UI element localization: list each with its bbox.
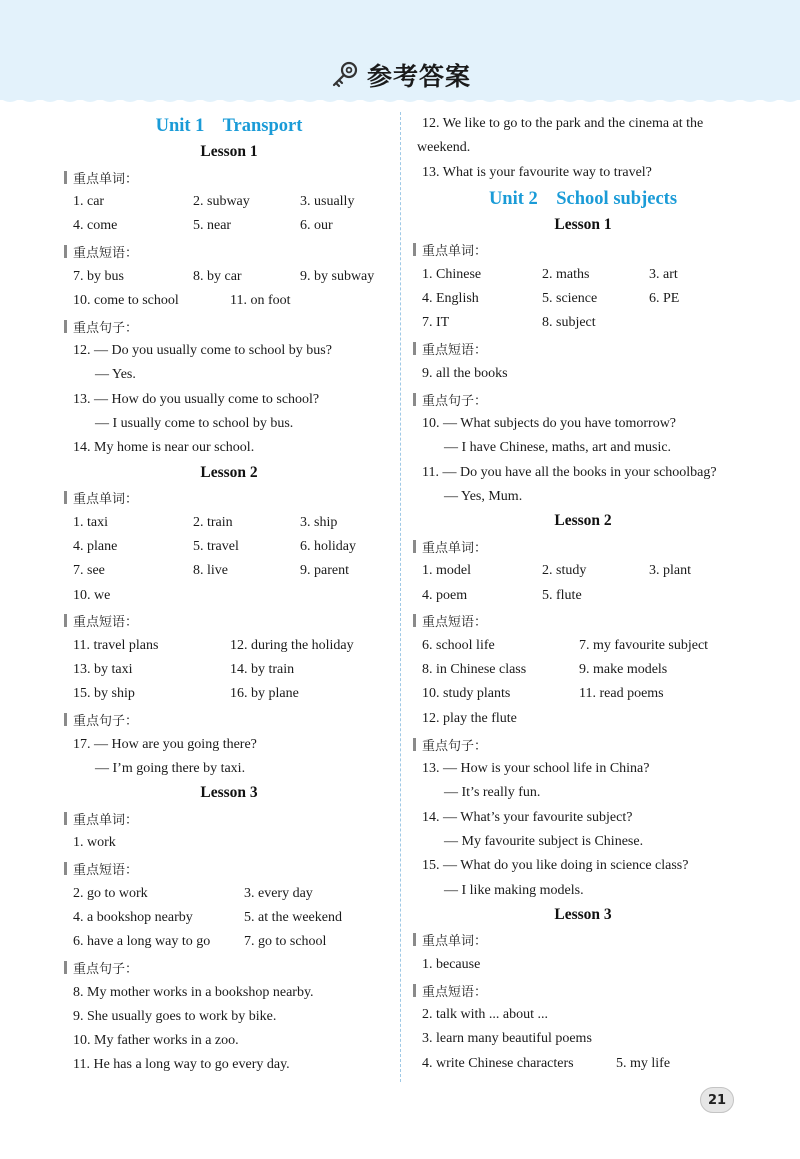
section-label-text: 重点短语： — [73, 615, 139, 631]
answer-line: 11. — Do you have all the books in your schoolbag? — [422, 464, 717, 480]
answer-item: 7. my favourite subject — [579, 637, 709, 653]
answer-item: 2. study — [542, 563, 587, 579]
answer-line: 14. — What’s your favourite subject? — [422, 809, 633, 825]
answer-line: — I have Chinese, maths, art and music. — [444, 440, 672, 456]
answer-item: 6. our — [300, 218, 333, 234]
section-label-words — [413, 533, 753, 559]
answer-line: — Yes. — [95, 367, 136, 383]
section-label-sentences — [413, 731, 753, 757]
answer-line: 13. What is your favourite way to travel? — [422, 164, 652, 180]
section-label-text: 重点单词： — [422, 244, 488, 260]
answer-item: 8. subject — [542, 315, 596, 331]
answer-row — [64, 658, 394, 682]
answer-item: 5. my life — [616, 1055, 671, 1071]
answer-line: 14. My home is near our school. — [73, 440, 255, 456]
answer-line: 12. We like to go to the park and the cinema at the — [422, 116, 704, 131]
page-number: 21 — [700, 1087, 734, 1113]
section-label-phrases — [413, 608, 753, 634]
section-label-text: 重点单词： — [422, 540, 488, 556]
answer-row — [413, 584, 753, 608]
page-header — [0, 55, 800, 95]
section-label-words — [413, 927, 753, 953]
answer-line: 12. play the flute — [422, 710, 517, 726]
section-label-text: 重点单词： — [73, 171, 139, 187]
answer-item: 5. at the weekend — [244, 909, 342, 925]
answer-line: — I’m going there by taxi. — [95, 761, 246, 777]
answer-row — [64, 190, 394, 214]
unit-title: Unit 1 Transport — [155, 116, 303, 136]
answer-item: 2. train — [193, 514, 233, 530]
answer-line-wrap — [413, 136, 753, 160]
answer-item: 9. make models — [579, 662, 668, 678]
answer-row — [64, 682, 394, 706]
section-label-phrases — [413, 336, 753, 362]
section-marker — [64, 491, 67, 504]
answer-item: 4. poem — [422, 587, 468, 603]
lesson-title: Lesson 3 — [200, 784, 258, 802]
section-label-words — [413, 237, 753, 263]
section-label-text: 重点单词： — [73, 812, 139, 828]
answer-item: 2. go to work — [73, 885, 148, 901]
answer-row — [64, 535, 394, 559]
answer-item: 5. science — [542, 291, 598, 307]
answer-item: 2. maths — [542, 266, 590, 282]
answer-item: 9. parent — [300, 563, 349, 579]
section-label-text: 重点短语： — [422, 615, 488, 631]
section-marker — [64, 713, 67, 726]
section-marker — [64, 862, 67, 875]
section-label-text: 重点单词： — [422, 934, 488, 950]
answer-item: 8. in Chinese class — [422, 662, 527, 678]
section-label-text: 重点句子： — [422, 738, 488, 754]
section-label-phrases — [64, 608, 394, 634]
answer-item: 6. PE — [649, 291, 680, 307]
answer-line: 10. we — [73, 587, 111, 603]
section-label-words — [64, 805, 394, 831]
answer-item: 5. flute — [542, 587, 582, 603]
answer-row — [413, 658, 753, 682]
answer-item: 11. on foot — [230, 292, 291, 308]
answer-row — [64, 511, 394, 535]
answer-row — [64, 930, 394, 954]
answer-line: — Yes, Mum. — [444, 488, 523, 504]
answer-item: 13. by taxi — [73, 662, 133, 678]
section-label-text: 重点句子： — [73, 714, 139, 730]
lesson-title: Lesson 2 — [200, 463, 258, 481]
answer-row — [64, 634, 394, 658]
section-label-words — [64, 164, 394, 190]
lesson-title: Lesson 2 — [554, 512, 612, 530]
answer-item: 1. model — [422, 563, 471, 579]
answer-line: 10. — What subjects do you have tomorrow? — [422, 416, 677, 432]
section-label-text: 重点短语： — [422, 984, 488, 1000]
answer-item: 8. by car — [193, 268, 242, 284]
section-label-sentences — [64, 707, 394, 733]
answer-item: 6. holiday — [300, 538, 356, 554]
answer-line: 1. because — [422, 956, 481, 972]
answer-item: 3. usually — [300, 194, 355, 209]
answer-line: 13. — How is your school life in China? — [422, 761, 650, 777]
section-marker — [64, 320, 67, 333]
section-marker — [413, 243, 416, 256]
lesson-title: Lesson 1 — [554, 215, 612, 233]
answer-item: 14. by train — [230, 662, 295, 678]
answer-item: 1. car — [73, 194, 105, 209]
answer-line: 1. work — [73, 835, 116, 851]
answer-row — [64, 882, 394, 906]
answer-item: 16. by plane — [230, 686, 299, 702]
answer-item: 4. come — [73, 218, 118, 234]
section-marker — [413, 393, 416, 406]
section-label-text: 重点短语： — [73, 246, 139, 262]
section-marker — [413, 614, 416, 627]
answer-line: 17. — How are you going there? — [73, 736, 257, 752]
answer-item: 7. IT — [422, 315, 450, 331]
answer-line: 11. He has a long way to go every day. — [73, 1057, 290, 1073]
section-marker — [413, 738, 416, 751]
lesson-title: Lesson 1 — [200, 143, 258, 160]
answer-line: 3. learn many beautiful poems — [422, 1031, 592, 1047]
section-marker — [413, 984, 416, 997]
section-label-text: 重点句子： — [73, 320, 139, 336]
left-column — [64, 112, 394, 1078]
answer-item: 5. travel — [193, 538, 239, 554]
answer-line: 15. — What do you like doing in science class? — [422, 858, 689, 874]
section-label-phrases — [64, 856, 394, 882]
answer-item: 15. by ship — [73, 686, 135, 702]
answer-line: — It’s really fun. — [444, 785, 541, 801]
answer-row — [413, 559, 753, 583]
section-label-text: 重点单词： — [73, 492, 139, 508]
answer-item: 3. art — [649, 266, 678, 282]
section-marker — [413, 933, 416, 946]
section-label-sentences — [64, 313, 394, 339]
page-title: 参考答案 — [366, 62, 471, 91]
column-divider — [400, 112, 401, 1082]
answer-item: 10. study plants — [422, 686, 511, 702]
answer-item: 8. live — [193, 563, 228, 579]
answer-row — [413, 1052, 753, 1076]
answer-item: 3. plant — [649, 563, 691, 579]
answer-item: 3. ship — [300, 514, 338, 530]
answer-row — [413, 634, 753, 658]
section-marker — [413, 540, 416, 553]
answer-row — [64, 214, 394, 238]
answer-line: — I usually come to school by bus. — [95, 416, 294, 432]
lesson-title: Lesson 3 — [554, 905, 612, 923]
answer-item: 11. travel plans — [73, 637, 159, 653]
answer-item: 1. Chinese — [422, 266, 482, 282]
answer-row — [64, 265, 394, 289]
answer-line: — I like making models. — [444, 882, 584, 898]
answer-item: 10. come to school — [73, 292, 179, 308]
section-label-text: 重点短语： — [73, 863, 139, 879]
answer-item: 4. plane — [73, 538, 118, 554]
answer-line-continued: weekend. — [417, 140, 471, 156]
answer-row — [64, 289, 394, 313]
answer-line: 13. — How do you usually come to school? — [73, 391, 320, 407]
answer-item: 7. see — [73, 563, 105, 579]
answer-row — [64, 559, 394, 583]
section-label-words — [64, 485, 394, 511]
section-label-text: 重点句子： — [73, 962, 139, 978]
section-marker — [64, 171, 67, 184]
answer-item: 4. English — [422, 291, 479, 307]
answer-item: 5. near — [193, 218, 232, 234]
answer-row — [413, 287, 753, 311]
answer-item: 1. taxi — [73, 514, 108, 530]
answer-item: 6. school life — [422, 637, 495, 653]
answer-row — [413, 311, 753, 335]
section-marker — [64, 961, 67, 974]
answer-line: 8. My mother works in a bookshop nearby. — [73, 984, 314, 1000]
section-label-text: 重点短语： — [422, 343, 488, 359]
answer-item: 4. write Chinese characters — [422, 1055, 574, 1071]
section-marker — [64, 614, 67, 627]
answer-line: 9. all the books — [422, 365, 508, 381]
section-marker — [64, 245, 67, 258]
answer-row — [413, 263, 753, 287]
answer-item: 7. by bus — [73, 268, 124, 284]
key-icon — [329, 60, 359, 90]
unit-title: Unit 2 School subjects — [488, 188, 678, 209]
answer-item: 11. read poems — [579, 686, 664, 702]
section-label-sentences — [413, 386, 753, 412]
section-marker — [64, 812, 67, 825]
answer-line: 12. — Do you usually come to school by bus? — [73, 343, 332, 359]
section-label-phrases — [413, 977, 753, 1003]
answer-item: 9. by subway — [300, 268, 375, 284]
answer-item: 4. a bookshop nearby — [73, 909, 193, 925]
answer-item: 12. during the holiday — [230, 637, 354, 653]
section-label-phrases — [64, 239, 394, 265]
answer-item: 2. subway — [193, 194, 250, 209]
answer-line: 2. talk with ... about ... — [422, 1007, 548, 1023]
answer-item: 7. go to school — [244, 934, 327, 950]
answer-item: 6. have a long way to go — [73, 934, 211, 950]
section-label-text: 重点句子： — [422, 393, 488, 409]
answer-line: 10. My father works in a zoo. — [73, 1033, 239, 1049]
right-column — [413, 112, 753, 1076]
answer-row — [413, 682, 753, 706]
answer-item: 3. every day — [244, 885, 313, 901]
answer-line: 9. She usually goes to work by bike. — [73, 1008, 277, 1024]
answer-row — [64, 906, 394, 930]
section-label-sentences — [64, 955, 394, 981]
section-marker — [413, 342, 416, 355]
answer-line: — My favourite subject is Chinese. — [444, 833, 644, 849]
